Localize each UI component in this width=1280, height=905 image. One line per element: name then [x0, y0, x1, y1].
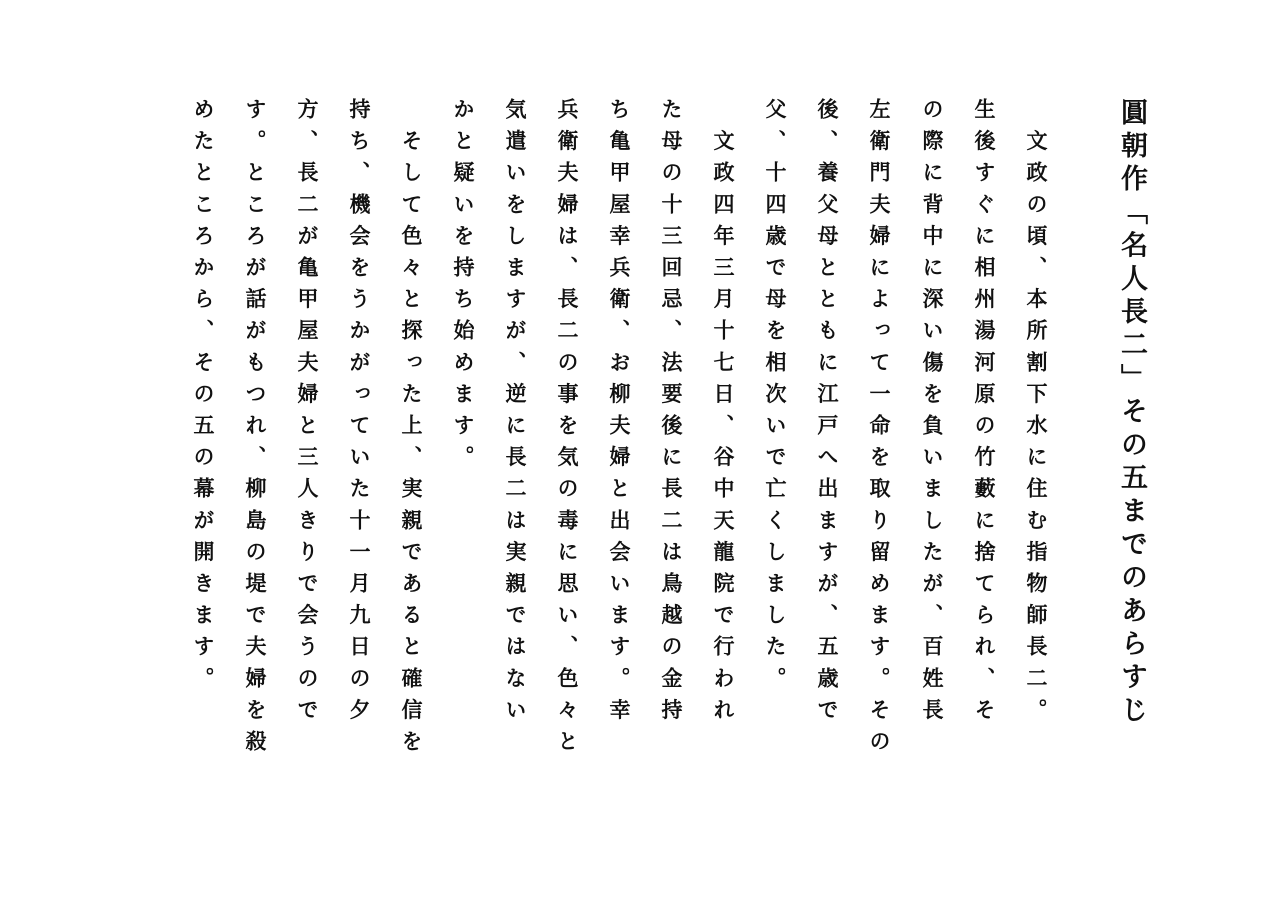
text-line: ち亀甲屋幸兵衛、お柳夫婦と出会います。幸	[607, 98, 632, 730]
text-line: の際に背中に深い傷を負いましたが、百姓長	[920, 98, 945, 730]
text-line: 持ち、機会をうかがっていた十一月九日の夕	[347, 98, 372, 730]
text-line: た母の十三回忌、法要後に長二は鳥越の金持	[659, 98, 684, 730]
text-line: 文政四年三月十七日、谷中天龍院で行われ	[711, 98, 736, 730]
text-line: そして色々と探った上、実親であると確信を	[399, 98, 424, 762]
text-line: 生後すぐに相州湯河原の竹藪に捨てられ、そ	[972, 98, 997, 730]
text-line: めたところから、その五の幕が開きます。	[191, 98, 216, 699]
text-line: 兵衛夫婦は、長二の事を気の毒に思い、色々と	[555, 98, 580, 762]
text-line: 左衛門夫婦によって一命を取り留めます。その	[867, 98, 892, 762]
document-title: 圓朝作「名人長二」その五までのあらすじ	[1116, 98, 1147, 729]
text-line: す。ところが話がもつれ、柳島の堤で夫婦を殺	[243, 98, 268, 762]
text-line: かと疑いを持ち始めます。	[451, 98, 476, 478]
text-line: 方、長二が亀甲屋夫婦と三人きりで会うので	[295, 98, 320, 730]
text-line: 気遣いをしますが、逆に長二は実親ではない	[503, 98, 528, 730]
text-line: 後、養父母とともに江戸へ出ますが、五歳で	[815, 98, 840, 730]
text-line: 父、十四歳で母を相次いで亡くしました。	[763, 98, 788, 699]
text-line: 文政の頃、本所割下水に住む指物師長二。	[1024, 98, 1049, 730]
